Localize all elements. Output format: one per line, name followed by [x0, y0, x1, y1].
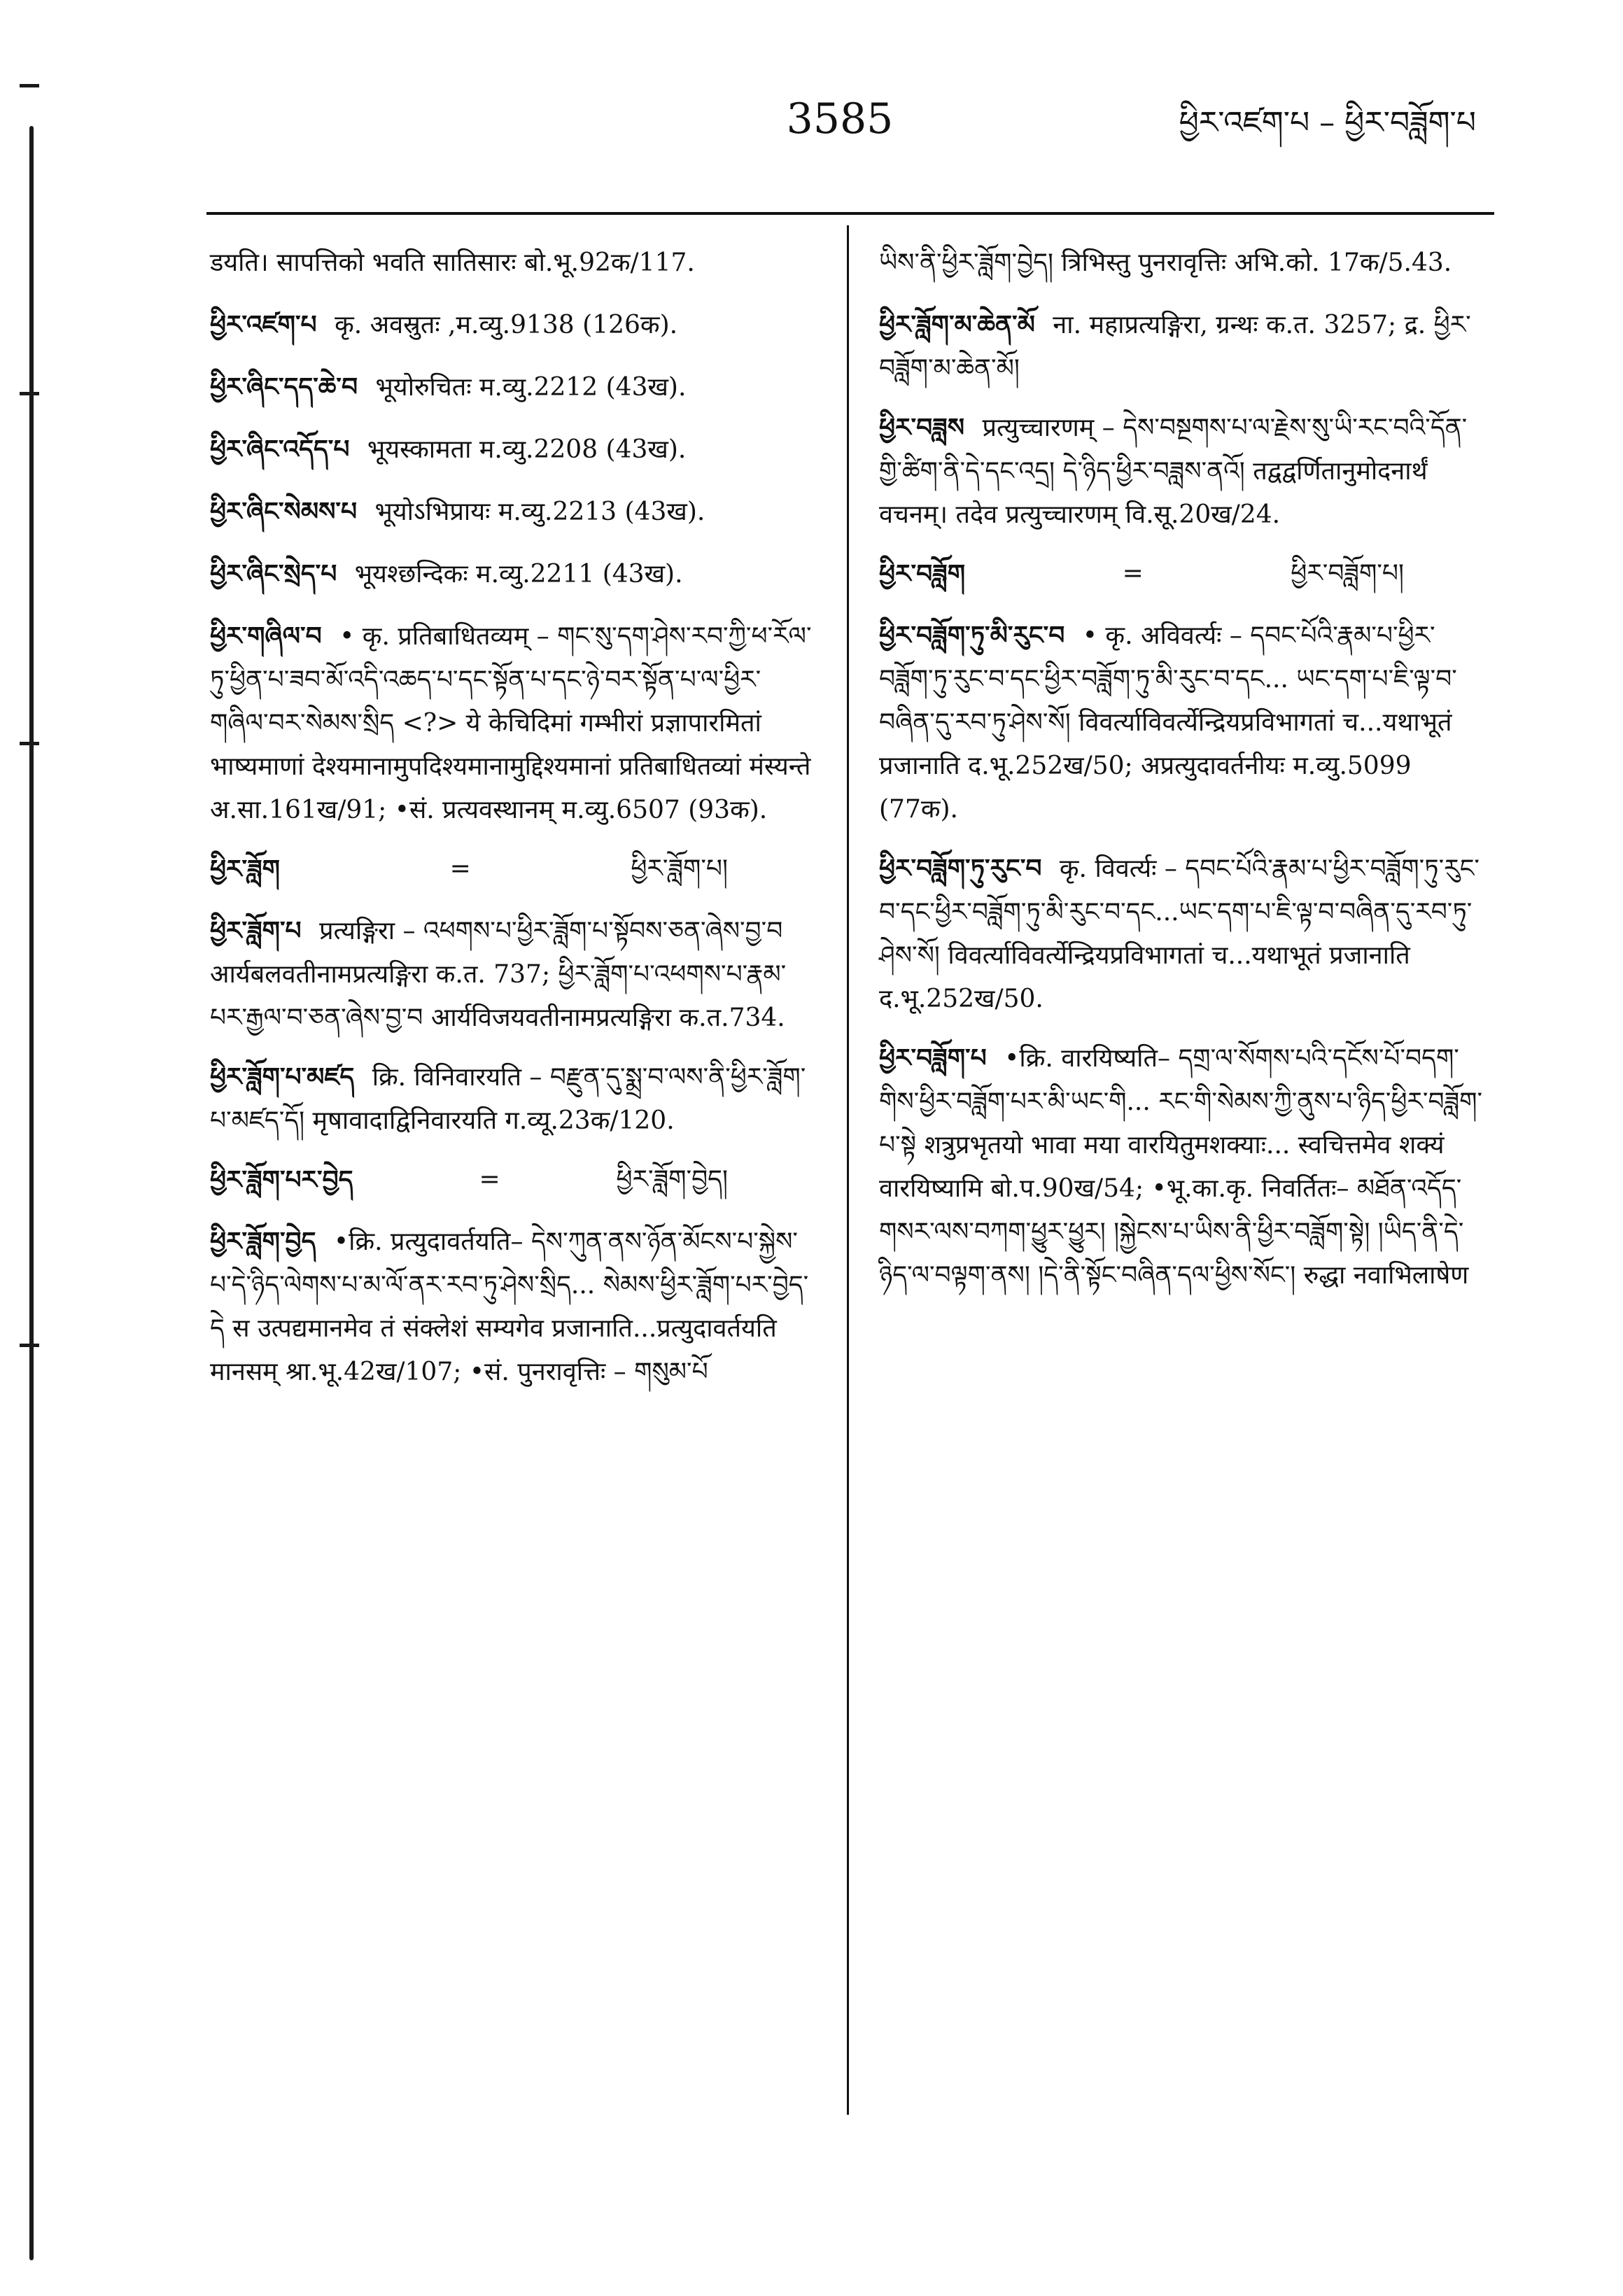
entry-body: • कृ. प्रतिबाधितव्यम् – གང་སུ་དག་ཤེས་རབ་ཀྱི་ཕ་རོལ་ཏུ་ཕྱིན་པ་ཟབ་མོ་འདི་འཆད་པ་དང་སྟོན་པ་དང་ཉེ་བར་སྟོན་པ་ལ་ཕྱིར་གཞིལ་བར་སེམས་སྲིད <?> ये केचिदिमां गम्भीरां प्रज्ञापारमितां भाष्यमाणां देश्यमानामुपदिश्यमानामुद्दिश्यमानां प्रतिबाधितव्यां मंस्यन्ते अ.सा.161ख/91; •सं. प्रत्यवस्थानम् म.व्यु.6507 (93क).: [210, 622, 812, 824]
headword: ཕྱིར་བཟླས: [879, 413, 965, 442]
entry-body: भूयश्छन्दिकः म.व्यु.2211 (43ख).: [354, 560, 683, 589]
entry-body: भूयोऽभिप्रायः म.व्यु.2213 (43ख).: [374, 498, 705, 526]
dictionary-entry: [210, 365, 812, 409]
cross-ref-term: ཕྱིར་བཟློག: [879, 559, 966, 589]
headword: ཕྱིར་ཞིང་སེམས་པ: [210, 497, 358, 526]
headword: ཕྱིར་ཞིང་སྲེད་པ: [210, 559, 337, 589]
entry-body: भूयस्कामता म.व्यु.2208 (43ख).: [367, 435, 687, 464]
dictionary-entry: [210, 552, 812, 596]
headword: ཕྱིར་འཛག་པ: [210, 310, 317, 339]
page-number: 3585: [786, 94, 894, 143]
edge-mark: [20, 84, 39, 87]
headword: ཕྱིར་ཟློག་མ་ཆེན་མོ: [879, 310, 1035, 339]
entry-body: प्रत्यङ्गिरा – འཕགས་པ་ཕྱིར་ཟློག་པ་སྟོབས་ཅན་ཞེས་བྱ་བ आर्यबलवतीनामप्रत्यङ्गिरा क.त. 737; ཕྱིར་ཟློག་པ་འཕགས་པ་རྣམ་པར་རྒྱལ་བ་ཅན་ཞེས་བྱ་བ आर्यविजयवतीनामप्रत्यङ्गिरा क.त.734.: [210, 917, 787, 1032]
entry-body: •क्रि. वारयिष्यति– དགྲ་ལ་སོགས་པའི་དངོས་པོ་བདག་གིས་ཕྱིར་བཟློག་པར་མི་ཡང་གི... རང་གི་སེམས་ཀྱི་ནུས་པ་ཉིད་ཕྱིར་བཟློག་པ་སྟེ शत्रुप्रभृतयो भावा मया वारयितुमशक्याः... स्वचित्तमेव शक्यं वारयिष्यामि बो.प.90ख/54; •भू.का.कृ. निवर्तितः– མཐོན་འདོད་གསར་ལས་བཀག་ཕྱུར་ཕྱུར། །སྐྱེངས་པ་ཡིས་ནི་ཕྱིར་བཟློག་སྟེ། །ཡིད་ནི་དེ་ཉིད་ལ་བལྟག་ནས། །དེ་ནི་སྟོང་བཞིན་དལ་ཕྱིས་སོང་། रुद्धा नवाभिलाषेण: [879, 1044, 1483, 1290]
dictionary-entry: [879, 303, 1488, 390]
equals-sign: =: [479, 1165, 500, 1194]
cross-ref-target: ཕྱིར་བཟློག་པ།: [1291, 559, 1404, 588]
cross-reference: [210, 847, 812, 891]
dictionary-entry: [210, 490, 812, 534]
dictionary-entry: [210, 909, 812, 1040]
dictionary-entry: [879, 614, 1488, 831]
entry-body: •क्रि. प्रत्युदावर्तयति– དེས་ཀུན་ནས་ཉོན་མོངས་པ་སྐྱེས་པ་དེ་ཉིད་ལེགས་པ་མ་ལོ་ནར་རབ་ཏུ་ཤེས་སྲིད... སེམས་ཕྱིར་ཟློག་པར་བྱེད་དེ स उत्पद्यमानमेव तं संक्लेशं सम्यगेव प्रजानाति...प्रत्युदावर्तयति मानसम् श्रा.भू.42ख/107; •सं. पुनरावृत्तिः – གསུམ་པོ: [210, 1227, 809, 1386]
column-divider: [847, 225, 849, 2115]
binding-edge: [29, 126, 34, 2260]
headword: ཕྱིར་ཟློག་པ་མཛད: [210, 1062, 355, 1092]
edge-mark: [20, 392, 39, 395]
cross-reference: [210, 1158, 812, 1202]
headword: ཕྱིར་ཟློག་པ: [210, 916, 302, 945]
entry-body: प्रत्युच्चारणम् – དེས་བསྔགས་པ་ལ་རྗེས་སུ་ཡི་རང་བའི་དོན་གྱི་ཚིག་ནི་དེ་དང་འདྲ། དེ་ཉིད་ཕྱིར་བཟླས་ནའོ། तद्वद्वर्णितानुमोदनार्थं वचनम्। तदेव प्रत्युच्चारणम् वि.सू.20ख/24.: [879, 414, 1468, 529]
header-rule: [206, 212, 1494, 215]
dictionary-entry: [210, 303, 812, 347]
headword: ཕྱིར་ཞིང་འདོད་པ: [210, 435, 350, 464]
entry-body: • कृ. अविवर्त्यः – དབང་པོའི་རྣམ་པ་ཕྱིར་བཟློག་ཏུ་རུང་བ་དང་ཕྱིར་བཟློག་ཏུ་མི་རུང་བ་དང... ཡང་དག་པ་ཇི་ལྟ་བ་བཞིན་དུ་རབ་ཏུ་ཤེས་སོ། विवर्त्याविवर्त्येन्द्रियप्रविभागतां च...यथाभूतं प्रजानाति द.भू.252ख/50; अप्रत्युदावर्तनीयः म.व्यु.5099 (77क).: [879, 621, 1457, 824]
entry-body: ना. महाप्रत्यङ्गिरा, ग्रन्थः क.त. 3257; द्र. ཕྱིར་བཟློག་མ་ཆེན་མོ།: [879, 311, 1471, 383]
left-column: [210, 241, 812, 1409]
headword: ཕྱིར་བཟློག་པ: [879, 1043, 987, 1073]
cross-ref-target: ཕྱིར་ཟློག་པ།: [631, 854, 728, 883]
dictionary-entry: [879, 847, 1488, 1021]
dictionary-entry: [210, 1055, 812, 1143]
running-head: ཕྱིར་འཛག་པ – ཕྱིར་བཟློག་པ: [1179, 105, 1476, 141]
entry-body: भूयोरुचितः म.व्यु.2212 (43ख).: [375, 373, 687, 402]
equals-sign: =: [449, 854, 471, 883]
dictionary-entry: [210, 614, 812, 832]
dictionary-entry: [879, 1036, 1488, 1297]
dictionary-entry: [879, 406, 1488, 537]
headword: ཕྱིར་ཞིང་དད་ཆེ་བ: [210, 372, 358, 402]
headword: ཕྱིར་ཟློག་བྱེད: [210, 1227, 316, 1256]
headword: ཕྱིར་བཟློག་ཏུ་རུང་བ: [879, 854, 1042, 883]
entry-body: कृ. विवर्त्यः – དབང་པོའི་རྣམ་པ་ཕྱིར་བཟློག་ཏུ་རུང་བ་དང་ཕྱིར་བཟློག་ཏུ་མི་རུང་བ་དང...ཡང་དག་པ་ཇི་ལྟ་བ་བཞིན་དུ་རབ་ཏུ་ཤེས་སོ། विवर्त्याविवर्त्येन्द्रियप्रविभागतां च...यथाभूतं प्रजानाति द.भू.252ख/50.: [879, 854, 1480, 1013]
entry-body: कृ. अवस्रुतः ,म.व्यु.9138 (126क).: [335, 311, 678, 339]
headword: ཕྱིར་བཟློག་ཏུ་མི་རུང་བ: [879, 621, 1065, 650]
continuation-text: ཡིས་ནི་ཕྱིར་ཟློག་བྱེད། त्रिभिस्तु पुनरावृत्तिः अभि.को. 17क/5.43.: [879, 248, 1452, 277]
equals-sign: =: [1122, 559, 1144, 588]
edge-mark: [20, 1344, 39, 1347]
edge-mark: [20, 742, 39, 745]
right-column: [879, 241, 1488, 1313]
dictionary-entry: [210, 428, 812, 472]
dictionary-entry: [210, 1220, 812, 1394]
cross-ref-term: ཕྱིར་ཟློག་པར་བྱེད: [210, 1165, 353, 1195]
entry-body: क्रि. विनिवारयति – བརྫུན་དུ་སྨྲ་བ་ལས་ནི་ཕྱིར་ཟློག་པ་མཛད་དོ། मृषावादाद्विनिवारयति ग.व्यू.23क/120.: [210, 1063, 806, 1135]
cross-reference: [879, 552, 1488, 596]
cross-ref-term: ཕྱིར་ཟློག: [210, 854, 280, 884]
headword: ཕྱིར་གཞིལ་བ: [210, 621, 322, 651]
continuation-text: डयति। सापत्तिको भवति सातिसारः बो.भू.92क/117.: [210, 248, 695, 277]
cross-ref-target: ཕྱིར་ཟློག་བྱེད།: [616, 1165, 728, 1194]
